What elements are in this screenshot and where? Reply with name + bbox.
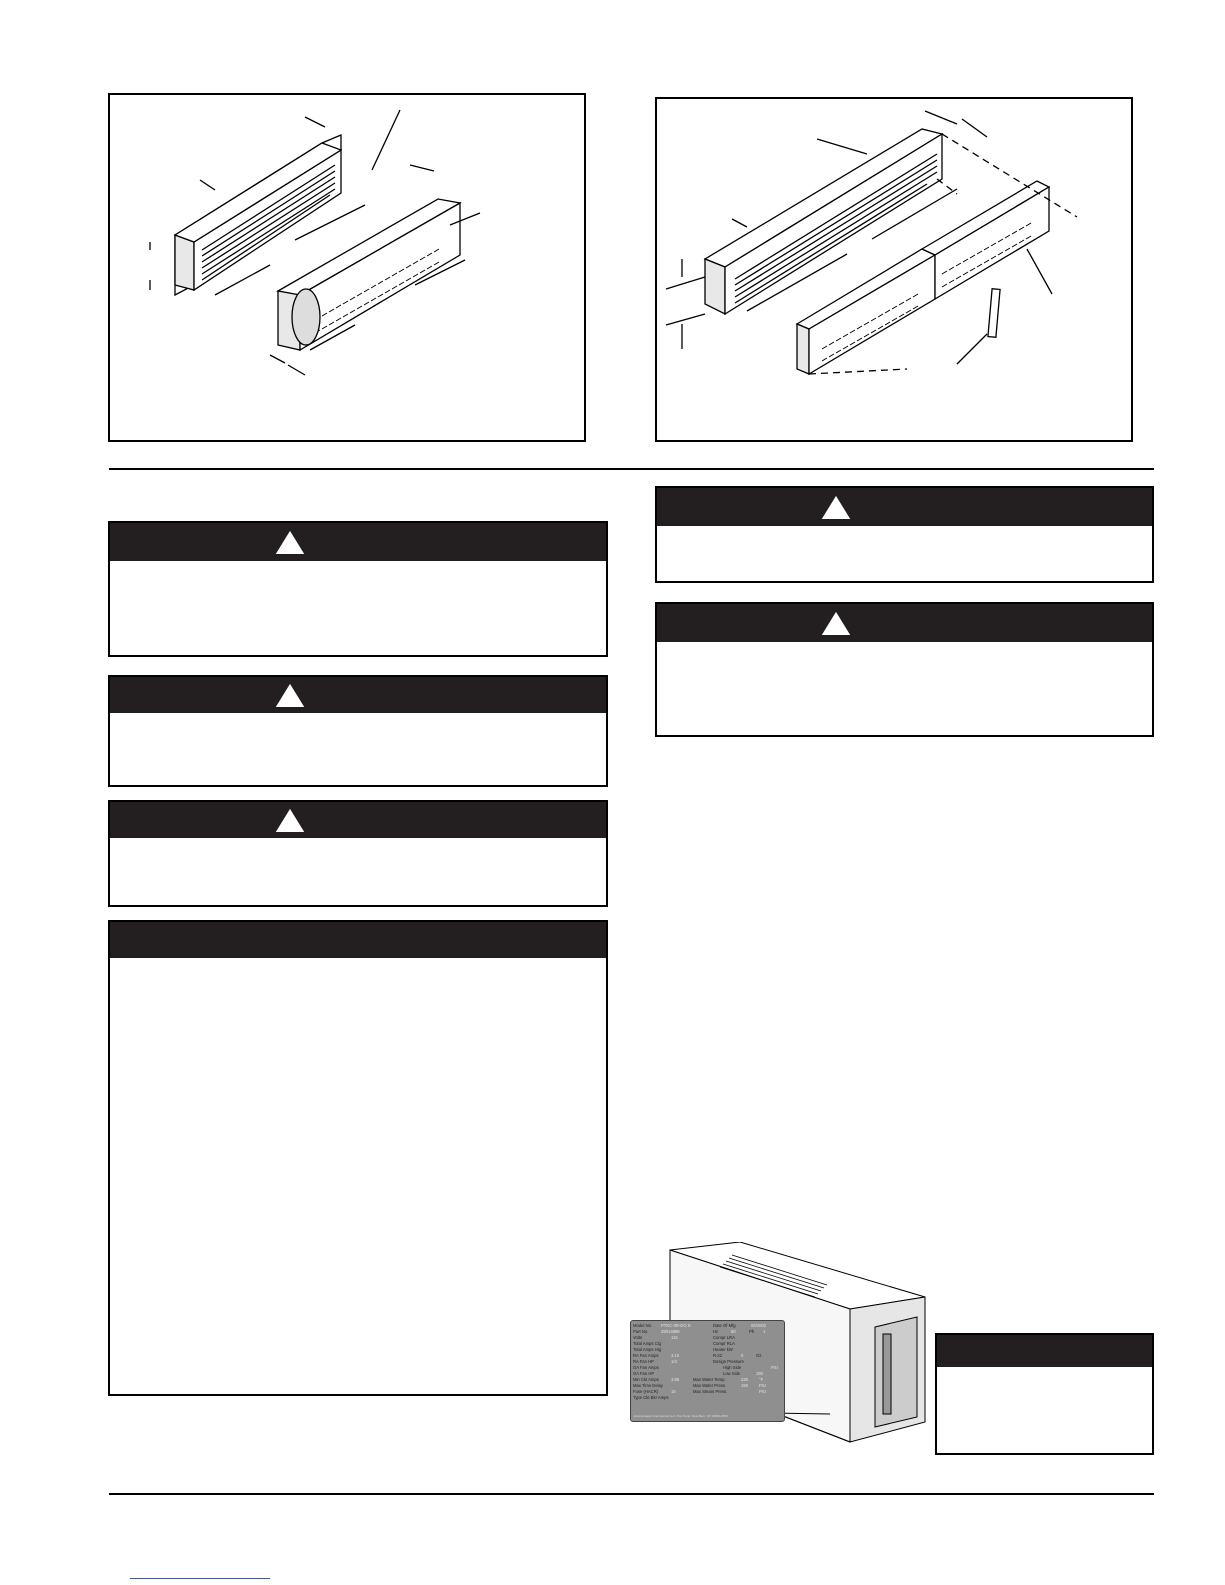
section-divider [109,468,1154,470]
warning-triangle-icon [818,608,854,638]
warning-triangle-icon [272,680,308,710]
nameplate-max-steam-press-unit: PSI [759,1389,766,1394]
nameplate-model-value: PTKC-0R-DO S [661,1323,691,1328]
split-grille-diagram [655,97,1133,442]
nameplate-ckt-bkr-label: Type Ckt Bkr Amps [633,1395,669,1400]
warning-box [108,521,608,657]
nameplate-min-ckt-amps-label: Min Ckt Amps [633,1377,659,1382]
nameplate-max-water-press-value: 150 [741,1383,748,1388]
warning-header [110,523,606,561]
nameplate-ra-fan-hp-label: RA Fan HP [633,1359,654,1364]
warning-header [657,604,1152,642]
warning-header [657,488,1152,526]
nameplate-hz-value: 60 [731,1329,736,1334]
warning-triangle-icon [272,805,308,835]
warning-body [110,838,606,850]
nameplate-oa-fan-hp-label: OA Fan HP [633,1371,655,1376]
nameplate-ph-value: 1 [763,1329,766,1334]
nameplate-max-water-temp-value: 230 [741,1377,748,1382]
nameplate-hz-label: Hz [713,1329,719,1334]
warning-triangle-icon [818,492,854,522]
nameplate-max-steam-press-label: Max Steam Press. [693,1389,728,1394]
notice-box [108,920,608,1396]
footer-link[interactable] [130,1578,270,1579]
nameplate-fuse-value: 15 [671,1389,676,1394]
note-header [937,1335,1152,1367]
nameplate-ra-fan-amps-value: 3.10 [671,1353,680,1358]
warning-body [110,561,606,573]
nameplate-r22-label: R-22 [713,1353,723,1358]
warning-header [110,802,606,838]
warning-triangle-icon [272,527,308,557]
nameplate-fuse-label: Fuse (HACR) [633,1389,659,1394]
nameplate-total-amps-clg-label: Total Amps Clg [633,1341,661,1346]
nameplate-part-label: Part No. [633,1329,649,1334]
nameplate-part-value: 28014888 [661,1329,680,1334]
nameplate-low-side-label: Low Side [723,1371,741,1376]
nameplate [630,1320,785,1422]
nameplate-low-side-value: 150 [756,1371,763,1376]
nameplate-heater-kw-label: Heater kW [713,1347,733,1352]
nameplate-oz-label: Oz. [756,1353,763,1358]
notice-body [110,958,606,970]
nameplate-high-side-label: High Side [723,1365,742,1370]
note-box [935,1333,1154,1455]
warning-body [657,526,1152,538]
warning-box [108,800,608,907]
nameplate-compr-rla-label: Compr RLA [713,1341,735,1346]
nameplate-design-pressure-label: Design Pressure [713,1359,744,1364]
nameplate-total-amps-htg-label: Total Amps Htg [633,1347,662,1352]
warning-box [108,675,608,787]
warning-box [655,602,1154,737]
nameplate-high-side-unit: PSI [771,1365,778,1370]
grille-assembly-diagram [108,93,586,442]
warning-body [110,713,606,725]
nameplate-volts-label: Volts [633,1335,643,1340]
nameplate-footer: Enviromaster International LLC. Pat. Pend. New Bern, NY 13500-2650 [634,1414,728,1418]
warning-header [110,677,606,713]
notice-header [110,922,606,958]
nameplate-min-ckt-amps-value: 3.88 [671,1377,680,1382]
nameplate-max-water-press-label: Max Water Press. [693,1383,727,1388]
nameplate-max-water-temp-unit: °F [759,1377,764,1382]
note-body [937,1367,1152,1379]
nameplate-max-water-temp-label: Max Water Temp. [693,1377,726,1382]
nameplate-model-label: Model No. [633,1323,653,1328]
nameplate-max-water-press-unit: PSI [759,1383,766,1388]
nameplate-max-time-delay-label: Max Time Delay [633,1383,664,1388]
footer-divider [109,1493,1154,1495]
nameplate-ra-fan-amps-label: RA Fan Amps [633,1353,659,1358]
nameplate-r22-value: 0 [741,1353,744,1358]
nameplate-date-value: 06/2002 [751,1323,767,1328]
nameplate-ra-fan-hp-value: 1/4 [671,1359,677,1364]
nameplate-ph-label: Ph [749,1329,755,1334]
nameplate-volts-value: 115 [671,1335,678,1340]
nameplate-oa-fan-amps-label: OA Fan Amps [633,1365,659,1370]
warning-box [655,486,1154,583]
warning-body [657,642,1152,654]
nameplate-compr-lra-label: Compr LRA [713,1335,735,1340]
nameplate-date-label: Date Of Mfg [713,1323,736,1328]
